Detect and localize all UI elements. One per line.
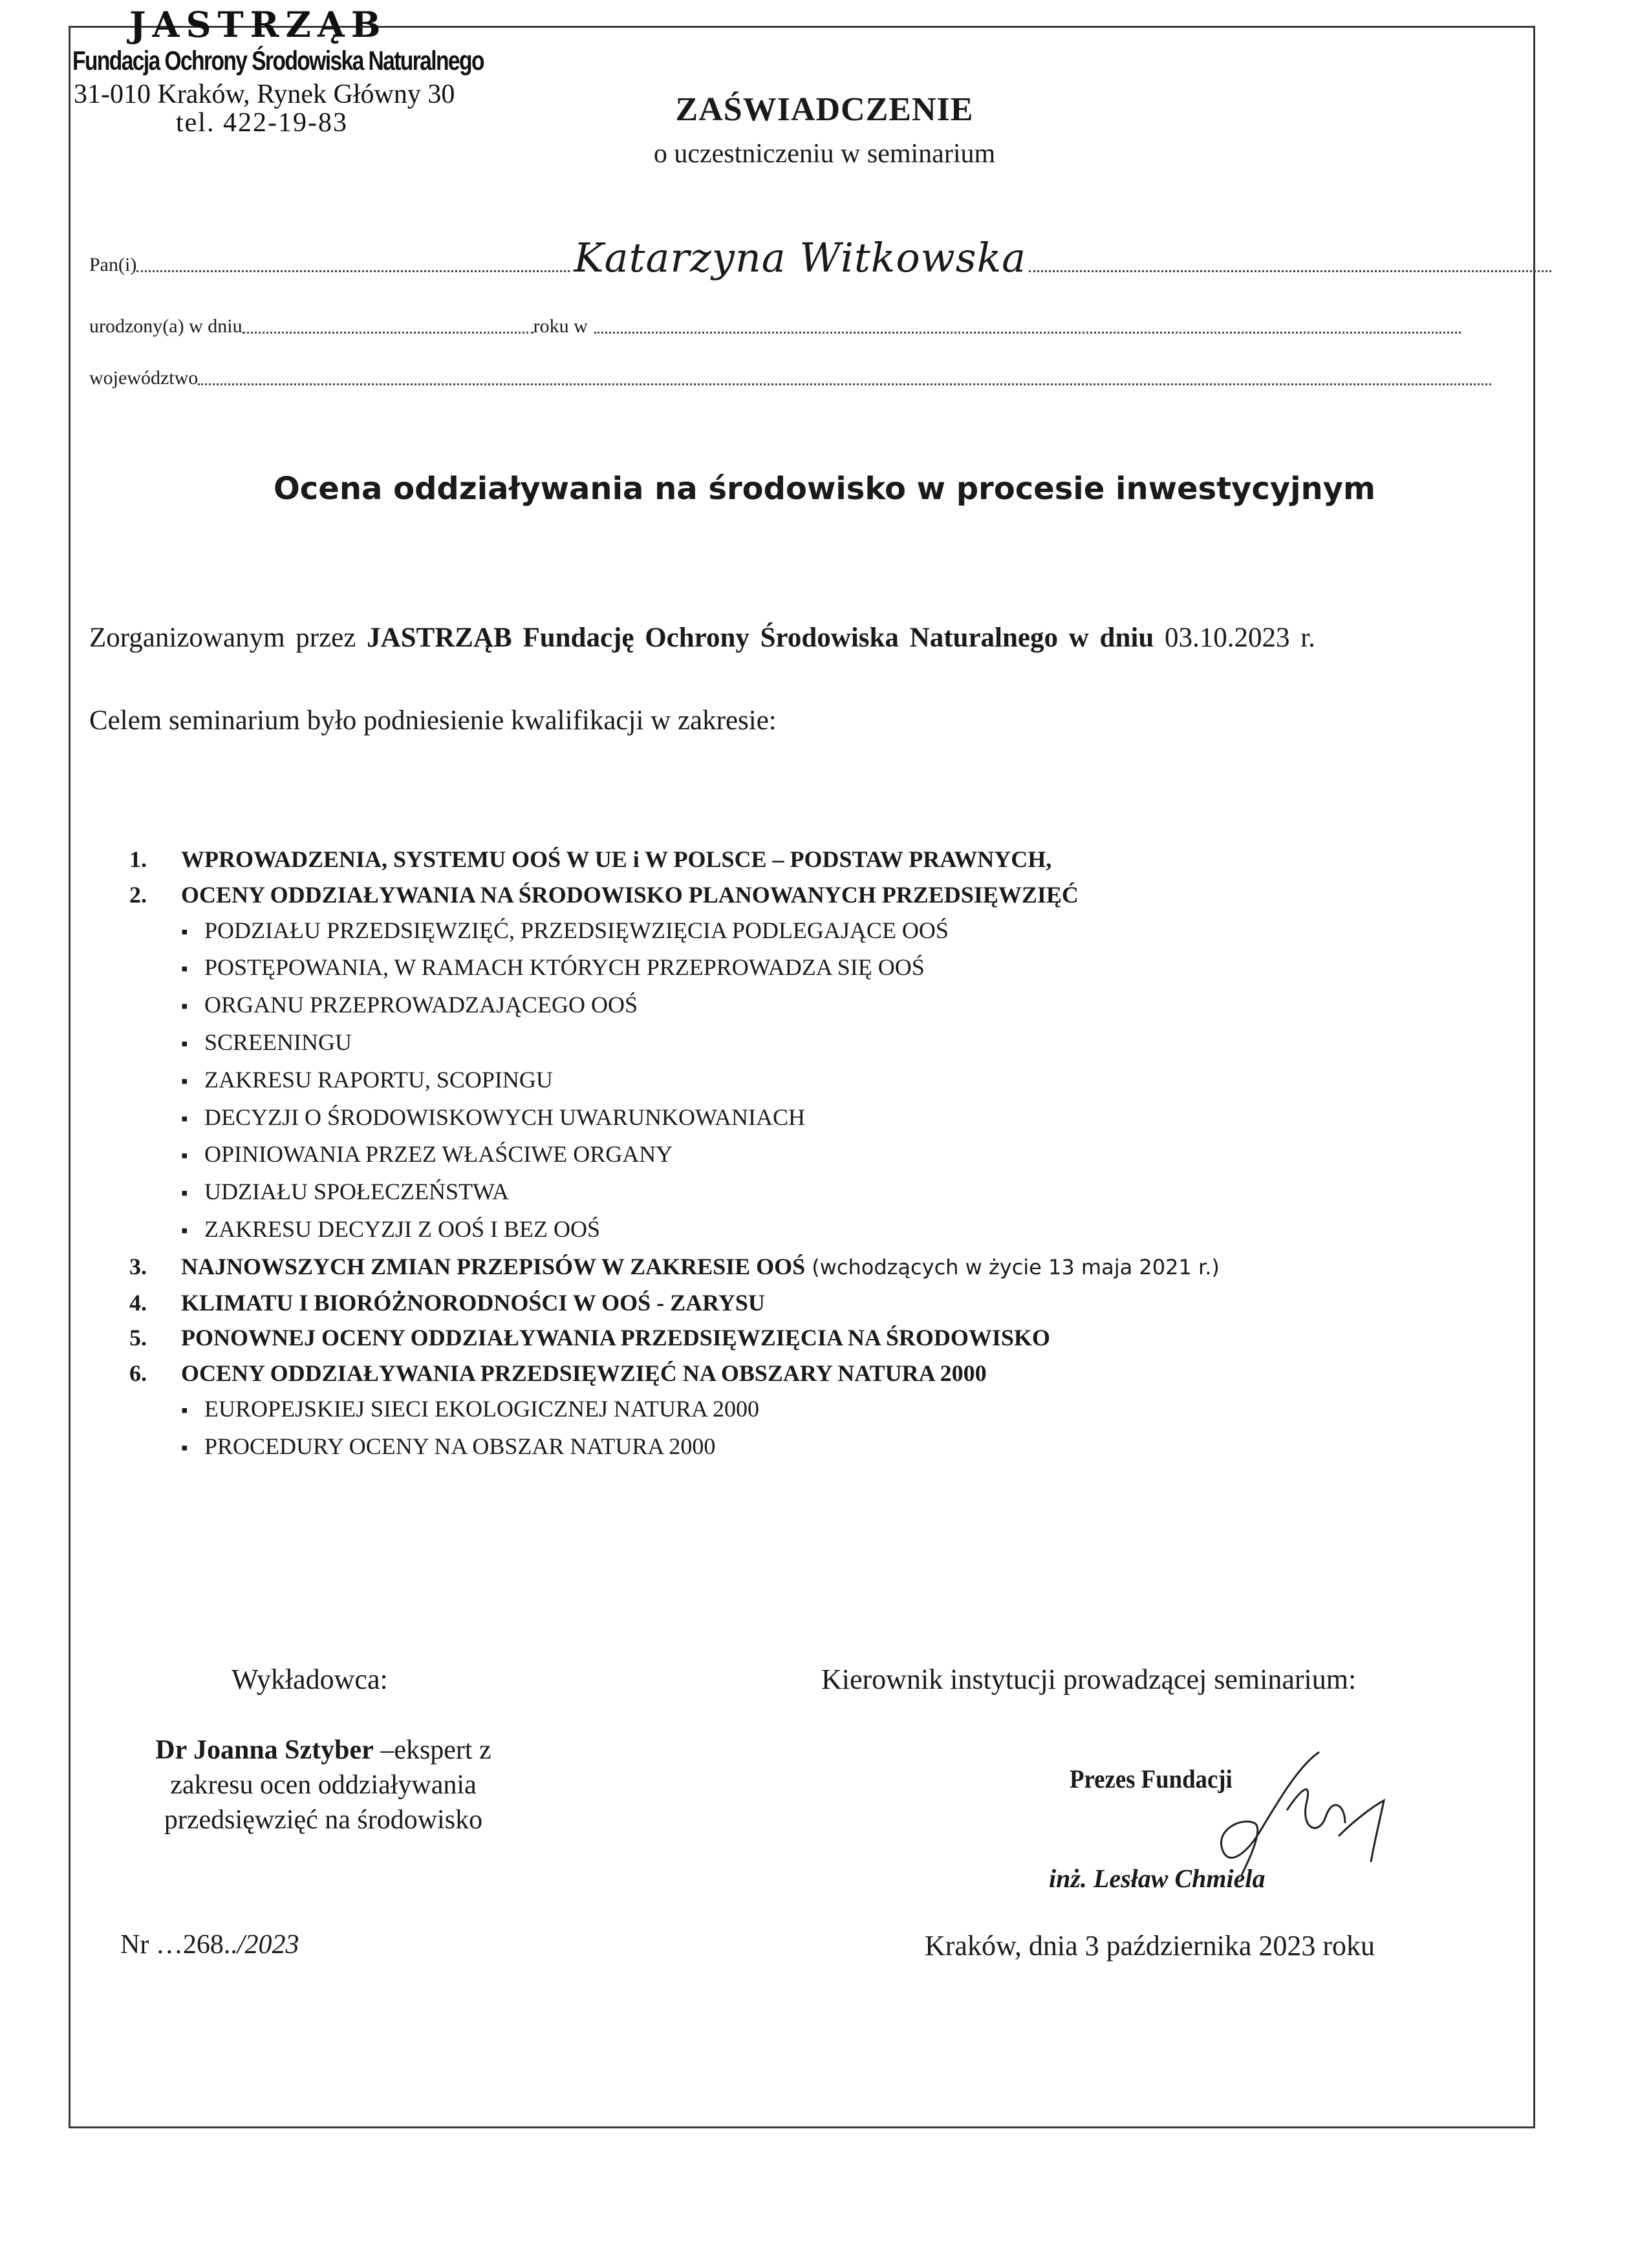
topic-text: KLIMATU I BIORÓŻNORODNOŚCI W OOŚ - ZARYSU — [181, 1289, 765, 1316]
topic-item — [129, 1249, 1220, 1285]
topic-item — [129, 1320, 1220, 1356]
subtopic-item: ▪ ZAKRESU DECYZJI Z OOŚ I BEZ OOŚ — [129, 1212, 1220, 1249]
handwritten-signature — [1151, 1739, 1423, 1894]
document-subtitle: o uczestniczeniu w seminarium — [653, 139, 996, 169]
subtopic-item: ▪ DECYZJI O ŚRODOWISKOWYCH UWARUNKOWANIACH — [129, 1100, 1220, 1137]
lecturer-heading: Wykładowca: — [232, 1664, 388, 1695]
organizer-line — [89, 622, 1315, 654]
topic-item — [129, 1356, 1220, 1391]
name-field — [89, 234, 1551, 281]
birth-field — [89, 316, 1461, 337]
province-field — [89, 367, 1491, 389]
lecturer-desc-3: przedsięwzięć na środowisko — [164, 1805, 483, 1835]
topic-text: OCENY ODDZIAŁYWANIA PRZEDSIĘWZIĘĆ NA OBSZARY NATURA 2000 — [181, 1360, 987, 1387]
subtopic-item: ▪ EUROPEJSKIEJ SIECI EKOLOGICZNEJ NATURA 2000 — [129, 1391, 1220, 1429]
topic-text: NAJNOWSZYCH ZMIAN PRZEPISÓW W ZAKRESIE OOŚ — [181, 1253, 806, 1279]
topic-text: WPROWADZENIA, SYSTEMU OOŚ W UE i W POLSCE – PODSTAW PRAWNYCH, — [181, 846, 1052, 872]
lecturer-desc-2: zakresu ocen oddziaływania — [170, 1770, 477, 1800]
seminar-goal: Celem seminarium było podniesienie kwalifikacji w zakresie: — [89, 705, 777, 736]
topic-item — [129, 1285, 1220, 1321]
stamp-address: 31-010 Kraków, Rynek Główny 30 — [74, 80, 455, 109]
lecturer-block — [103, 1733, 543, 1837]
topic-list — [129, 842, 1220, 1466]
subtopic-item: ▪ SCREENINGU — [129, 1025, 1220, 1062]
organizer-prefix: Zorganizowanym przez — [89, 623, 356, 653]
topic-text: OCENY ODDZIAŁYWANIA NA ŚRODOWISKO PLANOWANYCH PRZEDSIĘWZIĘĆ — [181, 881, 1079, 908]
organizer-name: JASTRZĄB Fundację Ochrony Środowiska Naturalnego w dniu — [367, 623, 1154, 653]
topic-number: 1. — [129, 846, 147, 872]
certificate-number: Nr …268../2023 — [120, 1930, 299, 1960]
topic-item — [129, 842, 1220, 877]
document-title: ZAŚWIADCZENIE — [675, 91, 974, 128]
course-title: Ocena oddziaływania na środowisko w procesie inwestycyjnym — [274, 471, 1375, 507]
stamp-org: Fundacja Ochrony Środowiska Naturalnego — [72, 45, 484, 76]
name-label: Pan(i) — [89, 254, 137, 275]
province-label: województwo — [89, 367, 199, 389]
director-heading: Kierownik instytucji prowadzącej seminarium: — [821, 1664, 1357, 1695]
director-title: Prezes Fundacji — [1070, 1764, 1233, 1793]
place-and-date: Kraków, dnia 3 października 2023 roku — [925, 1930, 1375, 1962]
topic-text: PONOWNEJ OCENY ODDZIAŁYWANIA PRZEDSIĘWZIĘCIA NA ŚRODOWISKO — [181, 1325, 1050, 1351]
subtopic-item: ▪ ORGANU PRZEPROWADZAJĄCEGO OOŚ — [129, 987, 1220, 1025]
subtopic-item: ▪ PROCEDURY OCENY NA OBSZAR NATURA 2000 — [129, 1429, 1220, 1466]
subtopic-item: ▪ ZAKRESU RAPORTU, SCOPINGU — [129, 1062, 1220, 1100]
participant-name: Katarzyna Witkowska — [574, 234, 1027, 281]
topic-number: 5. — [129, 1325, 147, 1351]
topic-number: 6. — [129, 1360, 147, 1387]
subtopic-item: ▪ OPINIOWANIA PRZEZ WŁAŚCIWE ORGANY — [129, 1137, 1220, 1174]
seminar-date: 03.10.2023 r. — [1164, 623, 1315, 653]
topic-note: (wchodzących w życie 13 maja 2021 r.) — [812, 1254, 1220, 1279]
topic-number: 2. — [129, 881, 147, 908]
director-name: inż. Lesław Chmiela — [1049, 1864, 1266, 1893]
topic-item — [129, 877, 1220, 913]
topic-number: 4. — [129, 1289, 147, 1316]
birth-date-label: urodzony(a) w dniu — [89, 316, 242, 337]
stamp-phone: tel. 422-19-83 — [176, 108, 348, 138]
subtopic-item: ▪ POSTĘPOWANIA, W RAMACH KTÓRYCH PRZEPROWADZA SIĘ OOŚ — [129, 950, 1220, 987]
birth-place-label: roku w — [533, 316, 588, 337]
subtopic-item: ▪ PODZIAŁU PRZEDSIĘWZIĘĆ, PRZEDSIĘWZIĘCIA PODLEGAJĄCE OOŚ — [129, 913, 1220, 950]
stamp-name: JASTRZĄB — [129, 4, 387, 45]
lecturer-name: Dr Joanna Sztyber — [155, 1735, 374, 1765]
lecturer-desc-1: –ekspert z — [380, 1735, 491, 1765]
topic-number: 3. — [129, 1253, 147, 1279]
subtopic-item: ▪ UDZIAŁU SPOŁECZEŃSTWA — [129, 1174, 1220, 1212]
